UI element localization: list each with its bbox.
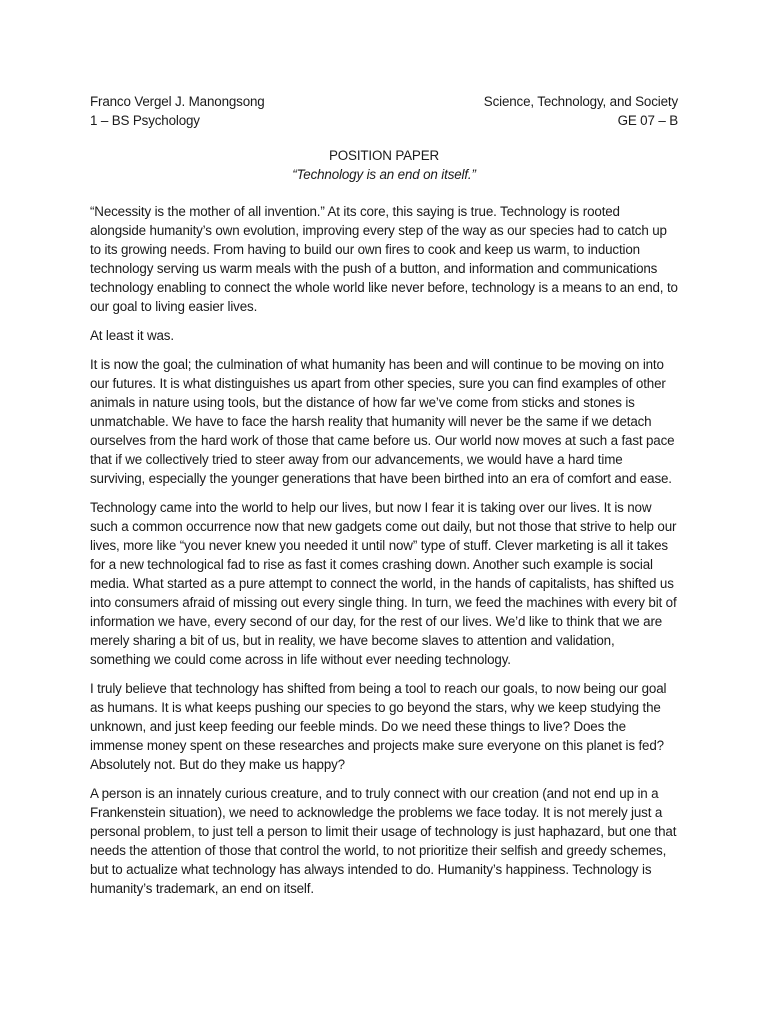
paragraph: At least it was. xyxy=(90,328,174,343)
paragraph: A person is an innately curious creature, and to truly connect with our creation (and not end up in a Frankenstein situation), we need to acknowledge the problems we face today. It is not merely just a personal problem, to just tell a person to limit their usage of technology is just haphazard, but one that needs the attention of those that control the world, to not prioritize their selfish and greedy schemes, but to actualize what technology has always intended to do. Humanity’s happiness. Technology is humanity’s trademark, an end on itself. xyxy=(90,786,677,896)
student-info xyxy=(90,92,265,130)
document-header xyxy=(90,92,678,130)
course-section: GE 07 – B xyxy=(617,113,678,128)
paragraph: It is now the goal; the culmination of what humanity has been and will continue to be moving on into our futures. It is what distinguishes us apart from other species, sure you can find examples of other animals in nature using tools, but the distance of how far we’ve come from sticks and stones is unmatchable. We have to face the harsh reality that humanity will never be the same if we detach ourselves from the hard work of those that came before us. Our world now moves at such a fast pace that if we collectively tried to steer away from our advancements, we would have a hard time surviving, especially the younger generations that have been birthed into an era of comfort and ease. xyxy=(90,357,675,486)
document-subtitle: “Technology is an end on itself.” xyxy=(292,167,476,182)
program-label: 1 – BS Psychology xyxy=(90,113,200,128)
paragraph: I truly believe that technology has shifted from being a tool to reach our goals, to now being our goal as humans. It is what keeps pushing our species to go beyond the stars, why we keep studying the unknown, and just keep feeding our feeble minds. Do we need these things to live? Does the immense money spent on these researches and projects make sure everyone on this planet is fed? Absolutely not. But do they make us happy? xyxy=(90,681,667,772)
author-name: Franco Vergel J. Manongsong xyxy=(90,94,265,109)
course-info xyxy=(484,92,678,130)
title-block xyxy=(90,146,678,184)
document-title: POSITION PAPER xyxy=(328,148,439,163)
document-page xyxy=(90,92,678,908)
paragraph: “Necessity is the mother of all invention.” At its core, this saying is true. Technology is rooted alongside humanity’s own evolution, improving every step of the way as our species had to catch up to its growing needs. From having to build our own fires to cook and keep us warm, to induction technology serving us warm meals with the push of a button, and information and communications technology enabling to connect the whole world like never before, technology is a means to an end, to our goal to living easier lives. xyxy=(90,204,678,314)
paragraph: Technology came into the world to help our lives, but now I fear it is taking over our lives. It is now such a common occurrence now that new gadgets come out daily, but not those that strive to help our lives, more like “you never knew you needed it until now” type of stuff. Clever marketing is all it takes for a new technological fad to rise as fast it comes crashing down. Another such example is social media. What started as a pure attempt to connect the world, in the hands of capitalists, has shifted us into consumers afraid of missing out every single thing. In turn, we feed the machines with every bit of information we have, every second of our day, for the rest of our lives. We’d like to think that we are merely sharing a bit of us, but in reality, we have become slaves to attention and validation, something we could come across in life without ever needing technology. xyxy=(90,500,677,667)
document-body xyxy=(90,202,678,898)
course-name: Science, Technology, and Society xyxy=(483,94,678,109)
